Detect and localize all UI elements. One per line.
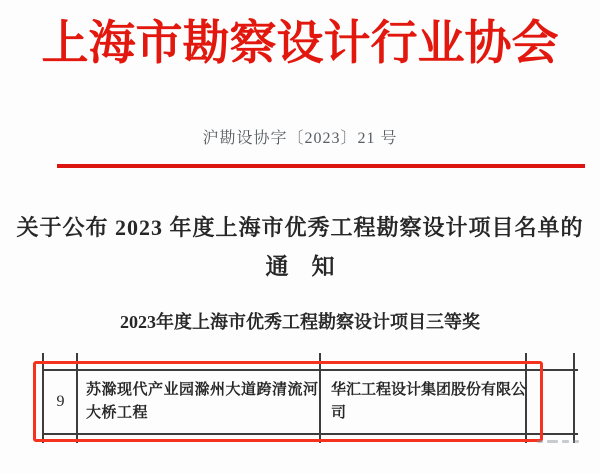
table-vline-outer-right: [573, 353, 575, 443]
section-title: 2023年度上海市优秀工程勘察设计项目三等奖: [120, 312, 480, 332]
faint-footnote-marks: [537, 438, 579, 444]
doc-number: 沪勘设协字〔2023〕21 号: [202, 130, 398, 147]
red-highlight-box: [33, 361, 543, 442]
notice-title-line2: 通 知: [265, 254, 335, 279]
letterhead-rule: [57, 164, 585, 168]
notice-title-line1: 关于公布 2023 年度上海市优秀工程勘察设计项目名单的: [16, 215, 584, 240]
table-cell-row-number: 9: [56, 393, 65, 410]
org-title: 上海市勘察设计行业协会: [41, 18, 559, 70]
table-cell-company-name: 华汇工程设计集团股份有限公司: [331, 382, 527, 421]
table-cell-project-name: 苏滁现代产业园滁州大道跨清流河大桥工程: [86, 382, 319, 421]
